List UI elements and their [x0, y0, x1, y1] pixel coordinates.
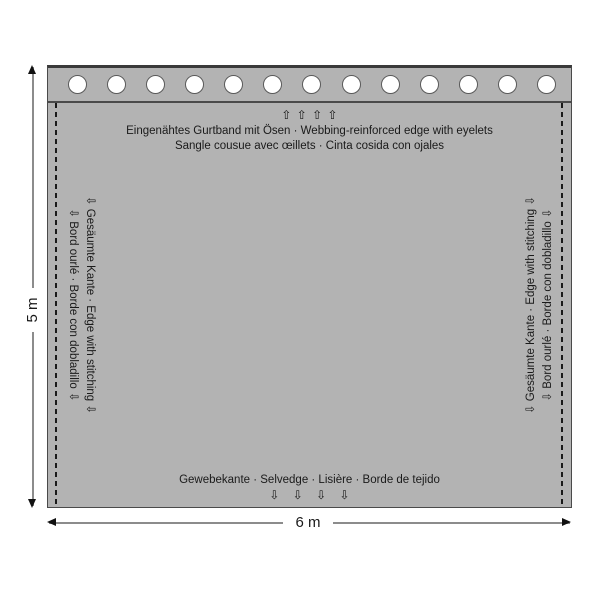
eyelet	[302, 75, 321, 94]
eyelet	[146, 75, 165, 94]
left-edge-note	[64, 175, 98, 435]
dimension-arrow-up-icon	[28, 65, 36, 74]
eyelet	[498, 75, 517, 94]
eyelet	[420, 75, 439, 94]
eyelet	[459, 75, 478, 94]
eyelet	[107, 75, 126, 94]
down-arrows-icon: ⇩ ⇩ ⇩ ⇩	[269, 488, 350, 502]
top-note-line2: Sangle cousue avec œillets · Cinta cosida con ojales	[174, 140, 445, 152]
bottom-note-label: Gewebekante · Selvedge · Lisière · Borde de tejido	[179, 474, 440, 486]
eyelet	[224, 75, 243, 94]
height-dimension-label: 5 m	[23, 288, 43, 332]
up-arrows-icon: ⇧ ⇧ ⇧ ⇧	[281, 108, 338, 122]
left-stitch-line	[55, 103, 57, 505]
left-note-line1: ⇩ Gesäumte Kante · Edge with stitching ⇩	[84, 195, 96, 415]
eyelet	[263, 75, 282, 94]
left-note-line2: ⇩ Bord ourlé · Borde con dobladillo ⇩	[67, 208, 79, 402]
right-note-line1: ⇩ Gesäumte Kante · Edge with stitching ⇩	[525, 195, 537, 415]
eyelet	[68, 75, 87, 94]
eyelet	[185, 75, 204, 94]
right-stitch-line	[561, 103, 563, 505]
bottom-edge-note	[48, 473, 571, 502]
dimension-arrow-left-icon	[47, 518, 56, 526]
eyelet	[381, 75, 400, 94]
webbing-band	[48, 68, 571, 103]
width-dimension-label: 6 m	[283, 513, 333, 533]
top-edge-note	[48, 109, 571, 154]
right-note-line2: ⇩ Bord ourlé · Borde con dobladillo ⇩	[542, 208, 554, 402]
right-edge-note	[523, 175, 557, 435]
eyelet	[342, 75, 361, 94]
fabric-sheet	[47, 65, 572, 508]
height-dimension-line	[32, 67, 34, 506]
top-note-line1: Eingenähtes Gurtband mit Ösen · Webbing-reinforced edge with eyelets	[126, 125, 493, 137]
eyelet	[537, 75, 556, 94]
dimension-arrow-down-icon	[28, 499, 36, 508]
eyelet-row	[48, 68, 571, 101]
dimension-arrow-right-icon	[562, 518, 571, 526]
